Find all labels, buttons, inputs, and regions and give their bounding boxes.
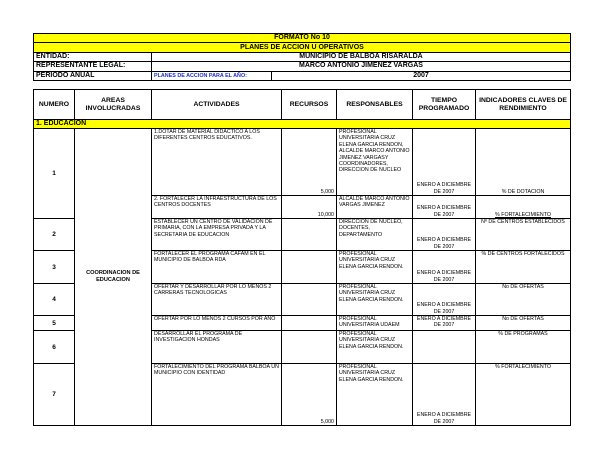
- resource-cell: [282, 219, 337, 251]
- representante-label: REPRESENTANTE LEGAL:: [34, 62, 152, 71]
- periodo-label: PERIODO ANUAL: [34, 71, 152, 80]
- area-cell: COORDINACION DE EDUCACION: [75, 129, 152, 426]
- resource-cell: [282, 331, 337, 364]
- plan-table: [33, 89, 571, 426]
- periodo-sublabel: PLANES DE ACCION PARA EL AÑO:: [152, 71, 272, 80]
- time-cell: ENERO A DICIEMBRE DE 2007: [413, 251, 476, 284]
- resource-cell: [282, 316, 337, 331]
- responsible-cell: DIRECCION DE NUCLEO, DOCENTES, DEPARTAMENTO: [337, 219, 413, 251]
- periodo-value: 2007: [272, 71, 571, 80]
- col-actividades: ACTIVIDADES: [152, 90, 282, 120]
- col-responsables: RESPONSABLES: [337, 90, 413, 120]
- indicator-cell: No DE OFERTAS: [476, 284, 571, 316]
- responsible-cell: PROFESIONAL UNIVERSITARIA CRUZ ELENA GARCIA RENDON.: [337, 284, 413, 316]
- row-number: 7: [34, 364, 75, 426]
- resource-cell: [282, 251, 337, 284]
- column-header-row: [34, 90, 571, 120]
- col-recursos: RECURSOS: [282, 90, 337, 120]
- time-cell: ENERO A DICIEMBRE DE 2007: [413, 196, 476, 219]
- responsible-cell: PROFESIONAL UNIVERSITARIA CRUZ ELENA GARCIA RENDON, ALCALDE MARCO ANTONIO JIMENEZ VARGASY COORDINADORES, DIRECCION DE NUCLEO: [337, 129, 413, 196]
- section-title: 1. EDUCACION: [34, 120, 571, 129]
- indicator-cell: % DE CENTROS FORTALECIDOS: [476, 251, 571, 284]
- entidad-value: MUNICIPIO DE BALBOA RISARALDA: [152, 52, 571, 61]
- section-row: [34, 120, 571, 129]
- planes-title: PLANES DE ACCION U OPERATIVOS: [34, 43, 571, 52]
- row-number: 4: [34, 284, 75, 316]
- indicator-cell: % FORTALECIMIENTO: [476, 196, 571, 219]
- row-number: 1: [34, 129, 75, 219]
- responsible-cell: PROFESIONAL UNIVERSITARIA UDAEM: [337, 316, 413, 331]
- time-cell: ENERO A DICIEMBRE DE 2007: [413, 219, 476, 251]
- indicator-cell: % DE DOTACION: [476, 129, 571, 196]
- time-cell: [413, 331, 476, 364]
- activity-cell: ESTABLECER UN CENTRO DE VALIDACION DE PRIMARIA, CON LA EMPRESA PRIVADA Y LA SECRETARIA DE EDUCACION: [152, 219, 282, 251]
- time-cell: ENERO A DICIEMBRE DE 2007: [413, 129, 476, 196]
- col-indicadores: INDICADORES CLAVES DE RENDIMIENTO: [476, 90, 571, 120]
- col-numero: NUMERO: [34, 90, 75, 120]
- indicator-cell: Nº DE CENTROS ESTABLECIDOS: [476, 219, 571, 251]
- resource-cell: 5,000: [282, 129, 337, 196]
- formato-title: FORMATO No 10: [34, 34, 571, 43]
- responsible-cell: PROFESIONAL UNIVERSITARIA CRUZ ELENA GARCIA RENDON.: [337, 331, 413, 364]
- time-cell: ENERO A DICIEMBRE DE 2007: [413, 364, 476, 426]
- time-cell: ENERO A DICIEMBRE DE 2007: [413, 284, 476, 316]
- row-number: 6: [34, 331, 75, 364]
- resource-cell: 10,000: [282, 196, 337, 219]
- row-number: 5: [34, 316, 75, 331]
- representante-value: MARCO ANTONIO JIMENEZ VARGAS: [152, 62, 571, 71]
- responsible-cell: PROFESIONAL UNIVERSITARIA CRUZ ELENA GARCIA RENDON.: [337, 364, 413, 426]
- col-areas: AREAS INVOLUCRADAS: [75, 90, 152, 120]
- activity-cell: OFERTAR Y DESARROLLAR POR LO MENOS 2 CARRERAS TECNOLOGICAS: [152, 284, 282, 316]
- responsible-cell: ALCALDE MARCO ANTONIO VARGAS JIMENEZ: [337, 196, 413, 219]
- activity-cell: FORTALECER EL PROGRAMA CAFAM EN EL MUNICIPIO DE BALBOA RDA: [152, 251, 282, 284]
- resource-cell: 5,000: [282, 364, 337, 426]
- activity-cell: OFERTAR POR LO MENOS 2 CURSOS POR AÑO: [152, 316, 282, 331]
- entidad-label: ENTIDAD:: [34, 52, 152, 61]
- resource-cell: [282, 284, 337, 316]
- activity-cell: 1.DOTAR DE MATERIAL DIDACTICO A LOS DIFERENTES CENTROS EDUCATIVOS.: [152, 129, 282, 196]
- responsible-cell: PROFESIONAL UNIVERSITARIA CRUZ ELENA GARCIA RENDON.: [337, 251, 413, 284]
- header-table: [33, 33, 571, 81]
- row-number: 3: [34, 251, 75, 284]
- col-tiempo: TIEMPO PROGRAMADO: [413, 90, 476, 120]
- activity-cell: FORTALECIMIENTO DEL PROGRAMA BALBOA UN MUNICIPIO CON IDENTIDAD: [152, 364, 282, 426]
- activity-cell: DESARROLLAR EL PROGRAMA DE INVESTIGACION HONDAS: [152, 331, 282, 364]
- indicator-cell: No DE OFERTAS: [476, 316, 571, 331]
- indicator-cell: % FORTALECIMIENTO: [476, 364, 571, 426]
- table-row: [34, 129, 571, 196]
- activity-cell: 2. FORTALECER LA INFRAESTRUCTURA DE LOS CENTROS DOCENTES: [152, 196, 282, 219]
- indicator-cell: % DE PROGRAMAS: [476, 331, 571, 364]
- time-cell: ENERO A DICIEMBRE DE 2007: [413, 316, 476, 331]
- row-number: 2: [34, 219, 75, 251]
